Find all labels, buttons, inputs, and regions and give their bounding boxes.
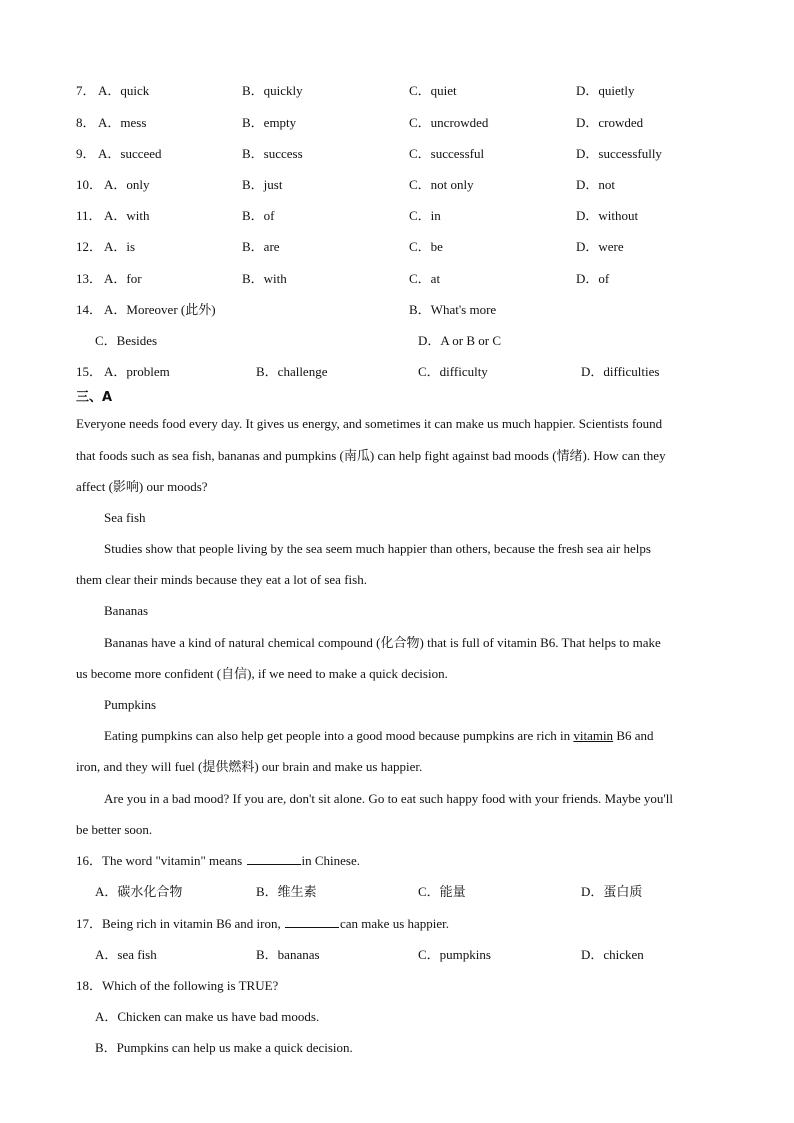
- stem-text: in Chinese.: [301, 853, 360, 868]
- question-number: 11．: [76, 208, 102, 223]
- option-a: A．is: [104, 239, 136, 254]
- passage-line: [0, 757, 794, 777]
- question-stem: [76, 851, 360, 871]
- option-c: C．quiet: [409, 83, 457, 98]
- passage-line: [0, 633, 794, 653]
- passage-text-part: Eating pumpkins can also help get people into a good mood because pumpkins are rich in: [104, 728, 574, 743]
- passage-text: affect (影响) our moods?: [76, 479, 208, 494]
- option-c: C．successful: [409, 146, 485, 161]
- passage-text-part: B6 and: [613, 728, 654, 743]
- option-a: A．for: [104, 271, 142, 286]
- stem-text: Being rich in vitamin B6 and iron,: [102, 916, 284, 931]
- subheading-text: Pumpkins: [104, 697, 157, 712]
- answer-blank: [247, 852, 301, 865]
- option-b: B．维生素: [256, 884, 317, 899]
- option-a: A．sea fish: [95, 947, 157, 962]
- question-number: 12．: [76, 239, 103, 254]
- subheading-sea-fish: [0, 508, 794, 528]
- passage-line: [0, 414, 794, 434]
- passage-line: [0, 726, 794, 746]
- passage-line: [0, 539, 794, 559]
- option-c: C．difficulty: [418, 364, 488, 379]
- question-number: 18．: [76, 978, 103, 993]
- question-9: [0, 144, 794, 164]
- question-number: 13．: [76, 271, 103, 286]
- passage-text: be better soon.: [76, 822, 153, 837]
- passage-text: Studies show that people living by the sea seem much happier than others, because the fresh sea air helps: [104, 541, 651, 556]
- subheading-bananas: [0, 601, 794, 621]
- question-18-option-a: [0, 1007, 794, 1027]
- option-b: B．What's more: [409, 302, 497, 317]
- option-d: D．successfully: [576, 146, 662, 161]
- option-c: C．uncrowded: [409, 115, 489, 130]
- option-c: C．Besides: [95, 333, 158, 348]
- stem-text: The word "vitamin" means: [102, 853, 246, 868]
- option-b: B．challenge: [256, 364, 328, 379]
- option-c: C．in: [409, 208, 441, 223]
- passage-line: [0, 446, 794, 466]
- section-heading: [0, 388, 794, 408]
- option-b: B．with: [242, 271, 287, 286]
- question-10: [0, 175, 794, 195]
- subheading-text: Bananas: [104, 603, 149, 618]
- question-18: [0, 976, 794, 996]
- question-17-options: [0, 945, 794, 965]
- question-number: 14．: [76, 302, 103, 317]
- subheading-pumpkins: [0, 695, 794, 715]
- option-a: A．quick: [98, 83, 150, 98]
- underlined-word: vitamin: [573, 728, 614, 743]
- passage-line: [0, 570, 794, 590]
- question-11: [0, 206, 794, 226]
- passage-text: them clear their minds because they eat a lot of sea fish.: [76, 572, 367, 587]
- stem-text: Which of the following is TRUE?: [102, 978, 279, 993]
- option-d: D．crowded: [576, 115, 644, 130]
- question-number: 10．: [76, 177, 103, 192]
- question-number: 15．: [76, 364, 103, 379]
- question-stem: [76, 976, 278, 996]
- option-a: A．succeed: [98, 146, 162, 161]
- option-d: D．difficulties: [581, 364, 660, 379]
- section-title: 三、A: [76, 390, 113, 405]
- question-number: 8．: [76, 115, 96, 130]
- option-b: B．just: [242, 177, 283, 192]
- option-c: C．能量: [418, 884, 466, 899]
- question-15: [0, 362, 794, 382]
- option-b: B．success: [242, 146, 303, 161]
- option-d: D．were: [576, 239, 624, 254]
- option-b: B．Pumpkins can help us make a quick decision.: [95, 1040, 353, 1055]
- passage-line: [0, 664, 794, 684]
- question-7: [0, 81, 794, 101]
- passage-text: Bananas have a kind of natural chemical compound (化合物) that is full of vitamin B6. That helps to make: [104, 635, 661, 650]
- option-d: D．of: [576, 271, 610, 286]
- option-c: C．be: [409, 239, 443, 254]
- option-b: B．bananas: [256, 947, 320, 962]
- subheading-text: Sea fish: [104, 510, 146, 525]
- passage-text: iron, and they will fuel (提供燃料) our brain and make us happier.: [76, 759, 423, 774]
- stem-text: can make us happier.: [340, 916, 450, 931]
- passage-text: that foods such as sea fish, bananas and pumpkins (南瓜) can help fight against bad moods (情绪). How can they: [76, 448, 666, 463]
- question-number: 16．: [76, 853, 103, 868]
- option-c: C．at: [409, 271, 441, 286]
- option-d: D．A or B or C: [418, 333, 502, 348]
- question-16-options: [0, 882, 794, 902]
- option-a: A．mess: [98, 115, 147, 130]
- option-d: D．not: [576, 177, 616, 192]
- option-b: B．quickly: [242, 83, 303, 98]
- question-16: [0, 851, 794, 871]
- question-number: 7．: [76, 83, 96, 98]
- question-14: [0, 300, 794, 320]
- passage-line: [0, 820, 794, 840]
- answer-blank: [285, 915, 339, 928]
- passage-text: Everyone needs food every day. It gives us energy, and sometimes it can make us much happier. Scientists found: [76, 416, 663, 431]
- question-number: 17．: [76, 916, 103, 931]
- option-a: A．only: [104, 177, 150, 192]
- question-12: [0, 237, 794, 257]
- question-number: 9．: [76, 146, 96, 161]
- passage-text: Are you in a bad mood? If you are, don't sit alone. Go to eat such happy food with your friends. Maybe you'll: [104, 791, 673, 806]
- option-c: C．not only: [409, 177, 474, 192]
- option-a: A．with: [104, 208, 150, 223]
- question-8: [0, 113, 794, 133]
- option-a: A．problem: [104, 364, 170, 379]
- option-b: B．are: [242, 239, 280, 254]
- option-d: D．蛋白质: [581, 884, 643, 899]
- option-c: C．pumpkins: [418, 947, 491, 962]
- question-14-row-2: [0, 331, 794, 351]
- option-d: D．without: [576, 208, 639, 223]
- passage-text: [104, 726, 654, 746]
- passage-line: [0, 789, 794, 809]
- question-stem: [76, 914, 449, 934]
- option-a: A．Moreover (此外): [104, 302, 216, 317]
- option-b: B．empty: [242, 115, 297, 130]
- option-d: D．quietly: [576, 83, 635, 98]
- option-a: A．Chicken can make us have bad moods.: [95, 1009, 320, 1024]
- question-13: [0, 269, 794, 289]
- option-b: B．of: [242, 208, 275, 223]
- option-a: A．碳水化合物: [95, 884, 183, 899]
- passage-text: us become more confident (自信), if we need to make a quick decision.: [76, 666, 448, 681]
- question-18-option-b: [0, 1038, 794, 1058]
- passage-line: [0, 477, 794, 497]
- option-d: D．chicken: [581, 947, 644, 962]
- question-17: [0, 914, 794, 934]
